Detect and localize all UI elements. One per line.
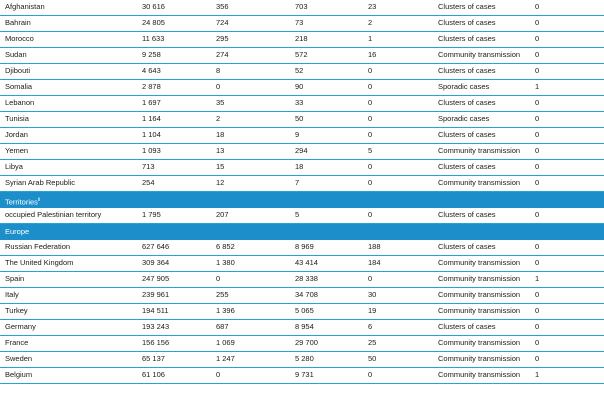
country-cell: Jordan	[5, 130, 28, 139]
new-deaths-cell: 6	[368, 322, 373, 331]
total-deaths-cell: 572	[295, 50, 308, 59]
table-row	[0, 320, 604, 336]
table-row	[0, 304, 604, 320]
days-cell: 0	[535, 178, 540, 187]
total-deaths-cell: 52	[295, 66, 304, 75]
transmission-cell: Clusters of cases	[438, 18, 496, 27]
total-deaths-cell: 90	[295, 82, 304, 91]
table-row	[0, 144, 604, 160]
table-row	[0, 208, 604, 224]
new-deaths-cell: 5	[368, 146, 373, 155]
new-deaths-cell: 25	[368, 338, 377, 347]
new-cases-cell: 6 852	[216, 242, 235, 251]
total-deaths-cell: 18	[295, 162, 304, 171]
new-cases-cell: 207	[216, 210, 229, 219]
days-cell: 0	[535, 162, 540, 171]
total-deaths-cell: 29 700	[295, 338, 318, 347]
total-cases-cell: 627 646	[142, 242, 170, 251]
new-deaths-cell: 1	[368, 34, 373, 43]
days-cell: 0	[535, 114, 540, 123]
country-cell: Libya	[5, 162, 23, 171]
total-deaths-cell: 28 338	[295, 274, 318, 283]
section-header-territories	[0, 192, 604, 208]
country-cell: Lebanon	[5, 98, 35, 107]
new-deaths-cell: 0	[368, 98, 373, 107]
transmission-cell: Clusters of cases	[438, 66, 496, 75]
new-deaths-cell: 2	[368, 18, 373, 27]
country-cell: Sweden	[5, 354, 33, 363]
total-cases-cell: 254	[142, 178, 155, 187]
days-cell: 1	[535, 370, 540, 379]
total-deaths-cell: 33	[295, 98, 304, 107]
table-row	[0, 48, 604, 64]
country-cell: The United Kingdom	[5, 258, 74, 267]
country-cell: Afghanistan	[5, 2, 45, 11]
total-deaths-cell: 703	[295, 2, 308, 11]
table-row	[0, 336, 604, 352]
country-cell: Tunisia	[5, 114, 29, 123]
new-cases-cell: 35	[216, 98, 225, 107]
total-deaths-cell: 5 065	[295, 306, 314, 315]
total-cases-cell: 30 616	[142, 2, 165, 11]
total-cases-cell: 239 961	[142, 290, 170, 299]
days-cell: 0	[535, 242, 540, 251]
table-row	[0, 352, 604, 368]
new-cases-cell: 295	[216, 34, 229, 43]
new-cases-cell: 1 380	[216, 258, 235, 267]
total-cases-cell: 24 805	[142, 18, 165, 27]
country-cell: Spain	[5, 274, 25, 283]
total-cases-cell: 193 243	[142, 322, 170, 331]
days-cell: 0	[535, 2, 540, 11]
new-deaths-cell: 0	[368, 114, 373, 123]
total-cases-cell: 309 364	[142, 258, 170, 267]
new-deaths-cell: 0	[368, 82, 373, 91]
days-cell: 0	[535, 66, 540, 75]
new-deaths-cell: 23	[368, 2, 377, 11]
new-deaths-cell: 0	[368, 370, 373, 379]
table-row	[0, 16, 604, 32]
country-cell: Italy	[5, 290, 19, 299]
total-cases-cell: 1 795	[142, 210, 161, 219]
transmission-cell: Clusters of cases	[438, 34, 496, 43]
total-cases-cell: 194 511	[142, 306, 169, 315]
total-deaths-cell: 50	[295, 114, 304, 123]
country-cell: Belgium	[5, 370, 33, 379]
transmission-cell: Community transmission	[438, 370, 521, 379]
country-cell: Syrian Arab Republic	[5, 178, 76, 187]
days-cell: 0	[535, 50, 540, 59]
country-cell: Turkey	[5, 306, 28, 315]
new-cases-cell: 274	[216, 50, 229, 59]
total-cases-cell: 1 697	[142, 98, 161, 107]
days-cell: 0	[535, 290, 540, 299]
transmission-cell: Community transmission	[438, 354, 521, 363]
country-cell: Germany	[5, 322, 36, 331]
transmission-cell: Sporadic cases	[438, 82, 490, 91]
total-cases-cell: 9 258	[142, 50, 161, 59]
total-deaths-cell: 73	[295, 18, 304, 27]
total-deaths-cell: 43 414	[295, 258, 318, 267]
new-deaths-cell: 30	[368, 290, 377, 299]
transmission-cell: Clusters of cases	[438, 210, 496, 219]
new-deaths-cell: 0	[368, 130, 373, 139]
total-cases-cell: 65 137	[142, 354, 165, 363]
transmission-cell: Community transmission	[438, 178, 521, 187]
transmission-cell: Clusters of cases	[438, 98, 496, 107]
new-cases-cell: 1 396	[216, 306, 235, 315]
days-cell: 0	[535, 18, 540, 27]
table-row	[0, 272, 604, 288]
transmission-cell: Clusters of cases	[438, 2, 496, 11]
total-cases-cell: 4 643	[142, 66, 161, 75]
new-cases-cell: 0	[216, 274, 221, 283]
total-deaths-cell: 218	[295, 34, 308, 43]
new-deaths-cell: 0	[368, 178, 373, 187]
new-deaths-cell: 0	[368, 66, 373, 75]
new-cases-cell: 18	[216, 130, 225, 139]
total-cases-cell: 1 164	[142, 114, 161, 123]
total-cases-cell: 156 156	[142, 338, 170, 347]
new-deaths-cell: 184	[368, 258, 381, 267]
table-row	[0, 96, 604, 112]
table-row	[0, 288, 604, 304]
total-deaths-cell: 5	[295, 210, 300, 219]
total-cases-cell: 2 878	[142, 82, 161, 91]
section-label: Territories$^{ii}$	[5, 197, 41, 207]
new-cases-cell: 356	[216, 2, 229, 11]
new-cases-cell: 724	[216, 18, 229, 27]
days-cell: 0	[535, 146, 540, 155]
transmission-cell: Community transmission	[438, 258, 521, 267]
transmission-cell: Community transmission	[438, 146, 521, 155]
total-deaths-cell: 34 708	[295, 290, 318, 299]
days-cell: 0	[535, 98, 540, 107]
new-cases-cell: 1 069	[216, 338, 235, 347]
country-cell: Bahrain	[5, 18, 31, 27]
days-cell: 1	[535, 82, 540, 91]
days-cell: 0	[535, 34, 540, 43]
country-cell: Sudan	[5, 50, 27, 59]
days-cell: 0	[535, 354, 540, 363]
transmission-cell: Community transmission	[438, 50, 521, 59]
transmission-cell: Clusters of cases	[438, 242, 496, 251]
new-cases-cell: 687	[216, 322, 229, 331]
days-cell: 0	[535, 322, 540, 331]
table-row	[0, 368, 604, 384]
total-cases-cell: 11 633	[142, 34, 165, 43]
table-row	[0, 160, 604, 176]
total-cases-cell: 1 093	[142, 146, 161, 155]
table-row	[0, 32, 604, 48]
days-cell: 0	[535, 130, 540, 139]
total-deaths-cell: 8 954	[295, 322, 314, 331]
new-deaths-cell: 188	[368, 242, 381, 251]
table-row	[0, 0, 604, 16]
total-deaths-cell: 7	[295, 178, 300, 187]
new-cases-cell: 13	[216, 146, 225, 155]
new-cases-cell: 8	[216, 66, 221, 75]
country-cell: Russian Federation	[5, 242, 71, 251]
days-cell: 0	[535, 210, 540, 219]
table-row	[0, 64, 604, 80]
table-row	[0, 112, 604, 128]
new-cases-cell: 1 247	[216, 354, 235, 363]
table-row	[0, 256, 604, 272]
days-cell: 0	[535, 258, 540, 267]
new-cases-cell: 12	[216, 178, 225, 187]
total-cases-cell: 713	[142, 162, 155, 171]
transmission-cell: Sporadic cases	[438, 114, 490, 123]
table-row	[0, 240, 604, 256]
new-cases-cell: 0	[216, 82, 221, 91]
total-deaths-cell: 9 731	[295, 370, 314, 379]
new-deaths-cell: 0	[368, 274, 373, 283]
new-cases-cell: 0	[216, 370, 221, 379]
table-row	[0, 128, 604, 144]
new-cases-cell: 255	[216, 290, 229, 299]
new-deaths-cell: 0	[368, 162, 373, 171]
days-cell: 1	[535, 274, 540, 283]
transmission-cell: Clusters of cases	[438, 322, 496, 331]
new-deaths-cell: 0	[368, 210, 373, 219]
total-cases-cell: 1 104	[142, 130, 161, 139]
country-cell: Morocco	[5, 34, 34, 43]
transmission-cell: Community transmission	[438, 274, 521, 283]
total-deaths-cell: 294	[295, 146, 308, 155]
new-cases-cell: 2	[216, 114, 221, 123]
country-cell: Somalia	[5, 82, 33, 91]
total-cases-cell: 247 905	[142, 274, 170, 283]
transmission-cell: Clusters of cases	[438, 130, 496, 139]
country-cell: occupied Palestinian territory	[5, 210, 102, 219]
days-cell: 0	[535, 306, 540, 315]
new-deaths-cell: 16	[368, 50, 377, 59]
new-cases-cell: 15	[216, 162, 225, 171]
table-row	[0, 80, 604, 96]
total-deaths-cell: 5 280	[295, 354, 314, 363]
country-cell: Yemen	[5, 146, 29, 155]
transmission-cell: Community transmission	[438, 290, 521, 299]
section-label: Europe	[5, 227, 30, 236]
days-cell: 0	[535, 338, 540, 347]
country-cell: France	[5, 338, 29, 347]
total-deaths-cell: 9	[295, 130, 300, 139]
transmission-cell: Community transmission	[438, 338, 521, 347]
transmission-cell: Community transmission	[438, 306, 521, 315]
table-row	[0, 176, 604, 192]
country-cell: Djibouti	[5, 66, 31, 75]
total-cases-cell: 61 106	[142, 370, 165, 379]
total-deaths-cell: 8 969	[295, 242, 314, 251]
section-header-europe	[0, 224, 604, 240]
transmission-cell: Clusters of cases	[438, 162, 496, 171]
new-deaths-cell: 19	[368, 306, 377, 315]
new-deaths-cell: 50	[368, 354, 377, 363]
